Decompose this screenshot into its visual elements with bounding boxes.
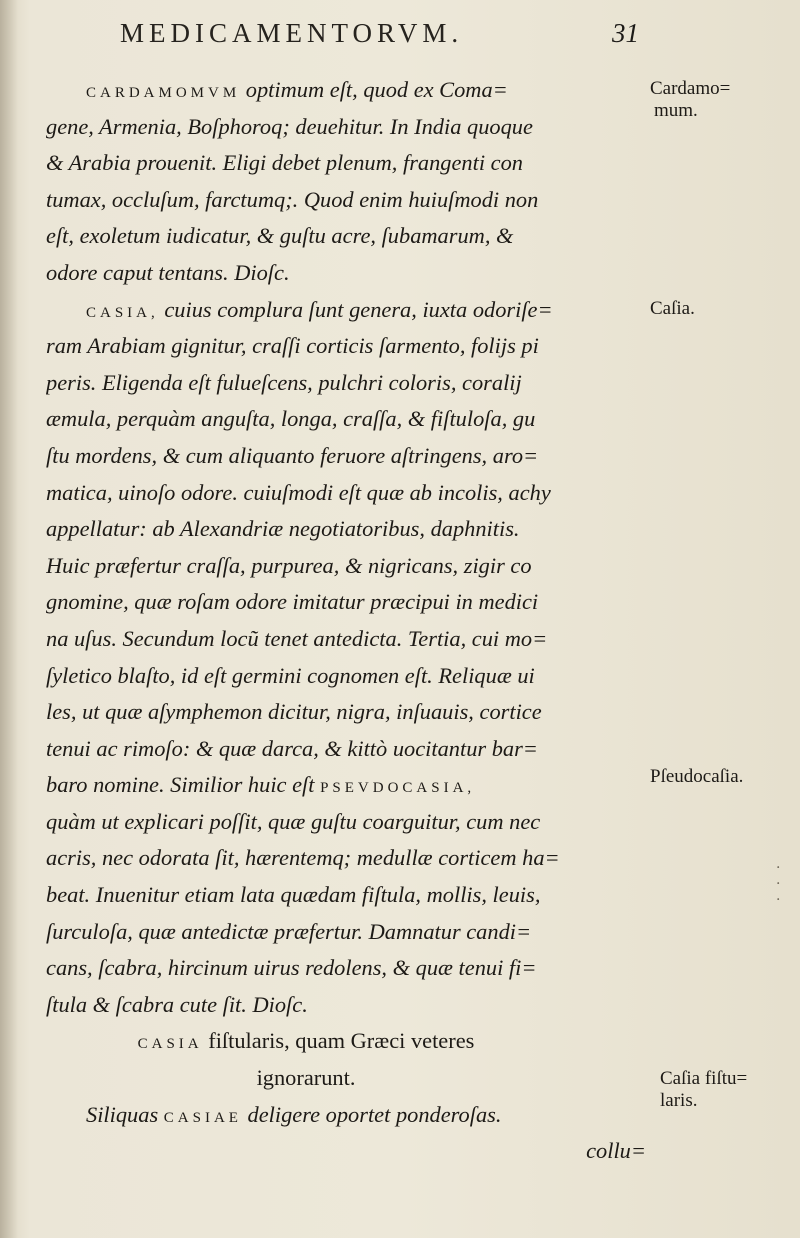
text-line: Siliquas CASIAE deligere oportet ponderoſas.	[86, 1101, 502, 1127]
text-line: ſtu mordens, & cum aliquanto feruore aſtringens, aro=	[46, 442, 539, 468]
main-text-block	[46, 72, 646, 1170]
text-line: tenui ac rimoſo: & quæ darca, & kittò uocitantur bar=	[46, 735, 538, 761]
text-line: ſtula & ſcabra cute ſit. Dioſc.	[46, 991, 308, 1017]
page-gutter-shadow	[0, 0, 18, 1238]
text-line: CASIA, cuius complura ſunt genera, iuxta odoriſe=	[86, 296, 553, 322]
text-line: appellatur: ab Alexandriæ negotiatoribus, daphnitis.	[46, 516, 520, 542]
text-line: beat. Inuenitur etiam lata quædam fiſtula, mollis, leuis,	[46, 882, 541, 908]
text-line: acris, nec odorata ſit, hærentemq; medullæ corticem ha=	[46, 845, 560, 871]
catchword-line	[46, 1133, 646, 1170]
text-line: ſyletico blaſto, id eſt germini cognomen eſt. Reliquæ ui	[46, 662, 535, 688]
margin-note-pseudocasia: Pſeudocaſia.	[650, 766, 744, 787]
text-line: matica, uinoſo odore. cuiuſmodi eſt quæ ab incolis, achy	[46, 479, 551, 505]
text-line: & Arabia prouenit. Eligi debet plenum, frangenti con	[46, 150, 523, 176]
text-line: baro nomine. Similior huic eſt PSEVDOCASIA,	[46, 772, 476, 798]
margin-ink-specks: · · ·	[776, 860, 781, 908]
running-title: MEDICAMENTORVM.	[120, 18, 464, 48]
text-line: eſt, exoletum iudicatur, & guſtu acre, ſubamarum, &	[46, 223, 514, 249]
section-heading: CASIA fiſtularis, quam Græci veteres	[137, 1028, 475, 1054]
text-line: tumax, occluſum, farctumq;. Quod enim huiuſmodi non	[46, 186, 539, 212]
margin-note-casia-fistularis: Caſia fiſtu= laris.	[660, 1068, 748, 1111]
text-line: gnomine, quæ roſam odore imitatur præcipui in medici	[46, 589, 539, 615]
text-line: peris. Eligenda eſt fulueſcens, pulchri coloris, coralij	[46, 369, 522, 395]
entry-lead-cardamomum: CARDAMOMVM	[86, 85, 241, 101]
section-heading-cont: ignorarunt.	[256, 1065, 356, 1091]
text-line: quàm ut explicari poſſit, quæ guſtu coarguitur, cum nec	[46, 808, 541, 834]
entry-lead-casia-fistularis: CASIA	[137, 1036, 203, 1053]
text-line: ram Arabiam gignitur, craſſi corticis ſarmento, folijs pi	[46, 333, 539, 359]
margin-note-casia: Caſia.	[650, 298, 695, 319]
page-number: 31	[612, 18, 639, 48]
text-line: les, ut quæ aſymphemon dicitur, nigra, inſuauis, cortice	[46, 699, 542, 725]
text-line: æmula, perquàm anguſta, longa, craſſa, & fiſtuloſa, gu	[46, 406, 536, 432]
text-line: na uſus. Secundum locũ tenet antedicta. Tertia, cui mo=	[46, 625, 548, 651]
entry-lead-pseudocasia: PSEVDOCASIA,	[320, 780, 476, 797]
margin-note-cardamomum: Cardamo= mum.	[650, 78, 731, 121]
text-line: Huic præfertur craſſa, purpurea, & nigricans, zigir co	[46, 552, 532, 578]
text-line: odore caput tentans. Dioſc.	[46, 259, 290, 285]
text-line: cans, ſcabra, hircinum uirus redolens, & quæ tenui fi=	[46, 955, 537, 981]
text-line: CARDAMOMVM optimum eſt, quod ex Coma=	[86, 77, 508, 102]
text-line: ſurculoſa, quæ antedictæ præfertur. Damnatur candi=	[46, 918, 532, 944]
text-line: gene, Armenia, Boſphoroq; deuehitur. In India quoque	[46, 113, 533, 139]
entry-lead-casiae: CASIAE	[163, 1109, 242, 1126]
catchword: collu=	[586, 1138, 646, 1164]
entry-lead-casia: CASIA,	[86, 304, 159, 321]
